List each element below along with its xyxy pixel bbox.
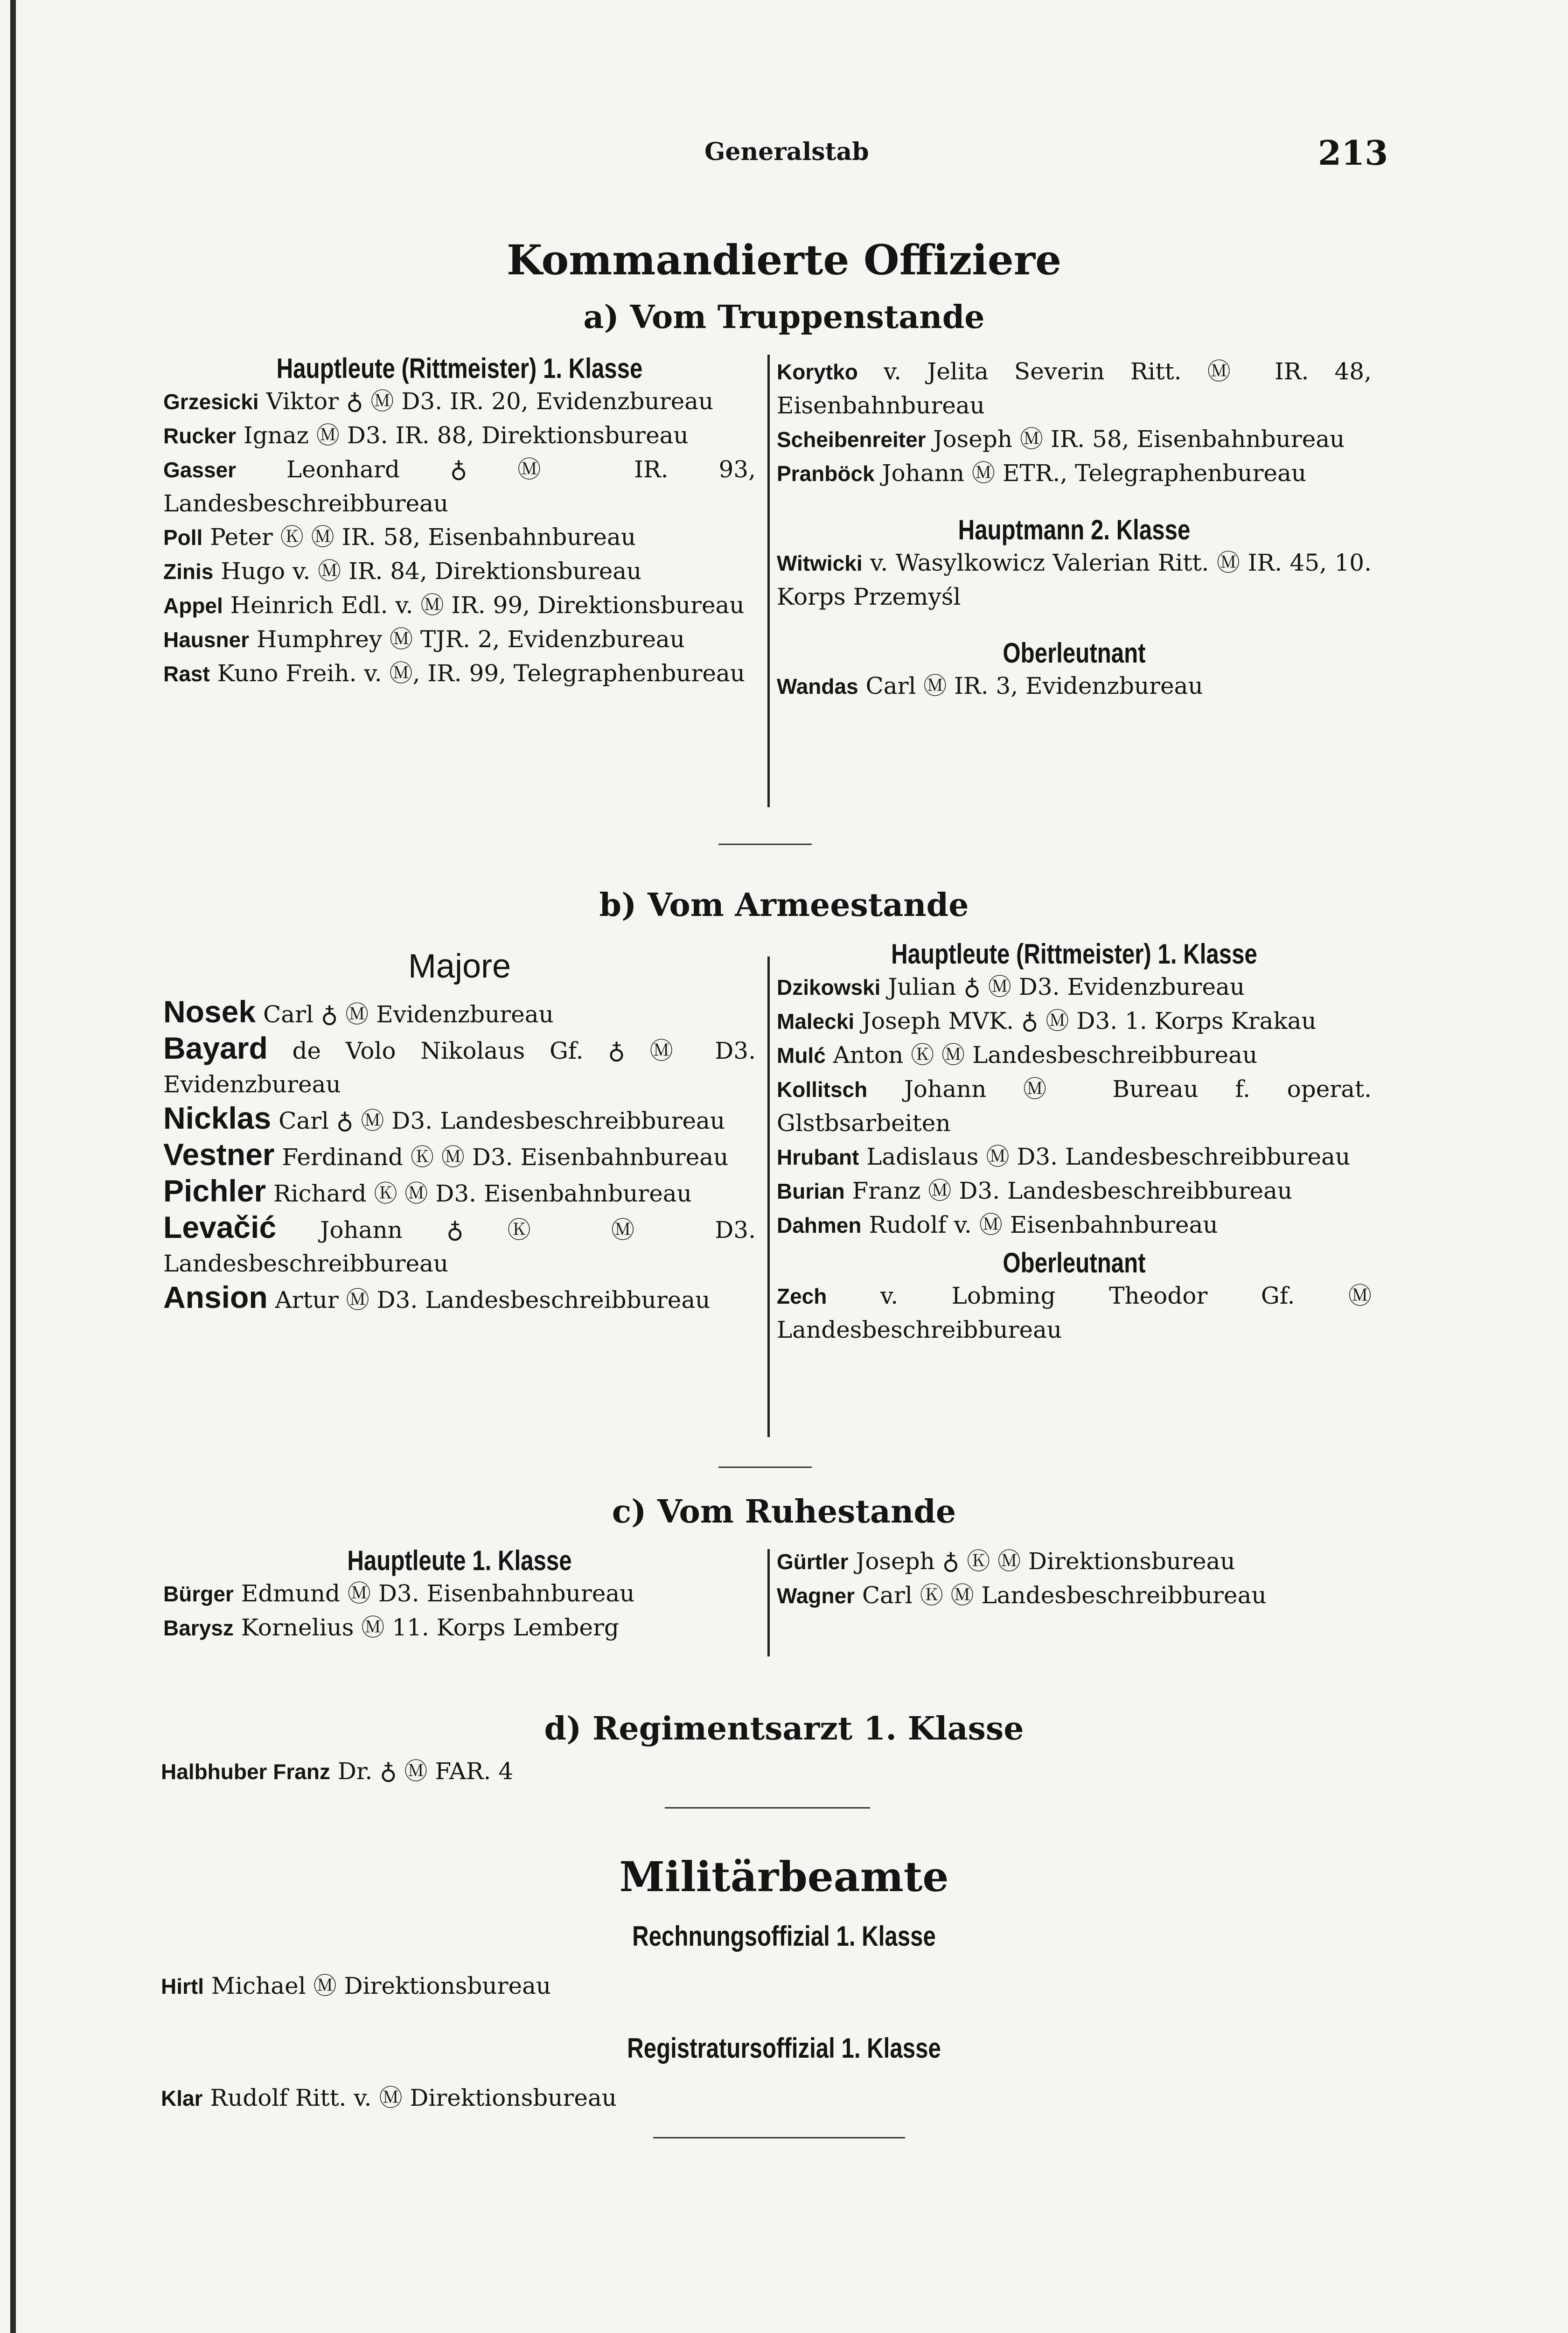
personnel-details: Hugo v. Ⓜ IR. 84, Direktionsbureau xyxy=(213,558,642,585)
personnel-name: Poll xyxy=(163,525,203,550)
personnel-details: Artur Ⓜ D3. Landesbeschreibbureau xyxy=(267,1286,711,1313)
personnel-entry xyxy=(163,419,756,453)
personnel-details: Kuno Freih. v. Ⓜ, IR. 99, Telegraphenbureau xyxy=(209,660,745,687)
personnel-details: Rudolf v. Ⓜ Eisenbahnbureau xyxy=(861,1211,1218,1238)
personnel-entry xyxy=(777,1140,1372,1174)
personnel-details: Ladislaus Ⓜ D3. Landesbeschreibbureau xyxy=(859,1143,1351,1170)
personnel-name: Hrubant xyxy=(777,1145,859,1169)
personnel-details: Julian ♁ Ⓜ D3. Evidenzbureau xyxy=(880,973,1245,1000)
personnel-details: Michael Ⓜ Direktionsbureau xyxy=(204,1972,551,1999)
personnel-name: Bürger xyxy=(163,1582,234,1606)
personnel-name: Wandas xyxy=(777,674,858,699)
personnel-details: v. Wasylkowicz Valerian Ritt. Ⓜ IR. 45, 10. Korps Przemyśl xyxy=(777,549,1372,610)
personnel-entry xyxy=(163,453,756,520)
personnel-name: Klar xyxy=(161,2086,203,2110)
personnel-name: Kollitsch xyxy=(777,1077,868,1102)
personnel-details: Johann ♁ Ⓚ Ⓜ D3. Landesbeschreibbureau xyxy=(163,1216,756,1277)
personnel-name: Pranböck xyxy=(777,461,875,486)
personnel-entry xyxy=(163,1577,756,1611)
personnel-entry xyxy=(777,355,1372,422)
personnel-details: Peter Ⓚ Ⓜ IR. 58, Eisenbahnbureau xyxy=(202,524,636,551)
column-divider xyxy=(767,355,770,807)
personnel-details: Edmund Ⓜ D3. Eisenbahnbureau xyxy=(233,1580,635,1607)
beamte-rank1: Rechnungsoffizial 1. Klasse xyxy=(632,1921,936,1952)
personnel-details: Carl ♁ Ⓜ D3. Landesbeschreibbureau xyxy=(271,1107,725,1134)
section-b-right-rank2: Oberleutnant xyxy=(1003,1247,1146,1278)
section-a-left-rank: Hauptleute (Rittmeister) 1. Klasse xyxy=(276,353,643,384)
section-c-left-column xyxy=(163,1544,756,1645)
personnel-name: Levačić xyxy=(163,1210,277,1244)
personnel-name: Korytko xyxy=(777,360,858,384)
personnel-entry xyxy=(777,1038,1372,1072)
personnel-name: Appel xyxy=(163,594,223,618)
personnel-entry xyxy=(777,1072,1372,1140)
personnel-details: Richard Ⓚ Ⓜ D3. Eisenbahnbureau xyxy=(266,1180,692,1207)
personnel-details: Ferdinand Ⓚ Ⓜ D3. Eisenbahnbureau xyxy=(274,1144,729,1171)
personnel-entry xyxy=(163,384,756,419)
personnel-entry xyxy=(777,1279,1372,1347)
section-c-title: c) Vom Ruhestande xyxy=(612,1493,956,1530)
personnel-name: Hirtl xyxy=(161,1974,204,1998)
section-a-left-column xyxy=(163,352,756,691)
personnel-entry xyxy=(777,422,1372,456)
personnel-name: Burian xyxy=(777,1179,845,1203)
beamte-entries1 xyxy=(161,1969,1094,2003)
section-b-left-entries xyxy=(163,995,756,1317)
personnel-details: Joseph ♁ Ⓚ Ⓜ Direktionsbureau xyxy=(848,1548,1235,1575)
personnel-entry xyxy=(163,588,756,622)
personnel-details: de Volo Nikolaus Gf. ♁ Ⓜ D3. Evidenzbureau xyxy=(163,1037,756,1098)
section-a-right-entries xyxy=(777,355,1372,490)
section-c-left-rank: Hauptleute 1. Klasse xyxy=(347,1545,572,1576)
personnel-name: Rast xyxy=(163,662,210,686)
personnel-details: Johann Ⓜ ETR., Telegraphenbureau xyxy=(874,460,1307,487)
personnel-name: Witwicki xyxy=(777,551,863,575)
personnel-entry xyxy=(163,657,756,691)
personnel-name: Dahmen xyxy=(777,1213,862,1237)
personnel-name: Zinis xyxy=(163,559,214,584)
personnel-name: Scheibenreiter xyxy=(777,427,926,452)
personnel-entry xyxy=(777,1174,1372,1208)
personnel-details: Humphrey Ⓜ TJR. 2, Evidenzbureau xyxy=(249,626,685,653)
section-d-title: d) Regimentsarzt 1. Klasse xyxy=(544,1710,1024,1747)
personnel-name: Dzikowski xyxy=(777,975,881,999)
section-b-right-entries xyxy=(777,970,1372,1242)
section-b-right-column xyxy=(777,938,1372,1347)
personnel-entry xyxy=(163,1210,756,1280)
page-edge xyxy=(10,0,16,2333)
section-a-title: a) Vom Truppenstande xyxy=(583,299,985,336)
beamte-title: Militärbeamte xyxy=(619,1852,949,1901)
personnel-name: Bayard xyxy=(163,1031,268,1065)
personnel-entry xyxy=(163,1174,756,1210)
personnel-details: Leonhard ♁ Ⓜ IR. 93, Landesbeschreibbureau xyxy=(163,456,756,517)
beamte-rank2: Registratursoffizial 1. Klasse xyxy=(627,2033,941,2064)
section-separator xyxy=(718,844,812,845)
personnel-entry xyxy=(163,1138,756,1174)
personnel-entry xyxy=(777,1579,1372,1613)
personnel-name: Pichler xyxy=(163,1173,266,1208)
personnel-entry xyxy=(163,520,756,554)
personnel-name: Rucker xyxy=(163,424,236,448)
section-a-right-entries-bottom xyxy=(777,669,1372,703)
personnel-entry xyxy=(163,1031,756,1101)
personnel-details: Johann Ⓜ Bureau f. operat. Glstbsarbeiten xyxy=(777,1076,1372,1137)
beamte-entries1-column xyxy=(161,1969,1094,2003)
personnel-entry xyxy=(163,554,756,588)
section-d-entries xyxy=(161,1754,1094,1788)
section-a-left-entries xyxy=(163,384,756,691)
personnel-details: Joseph MVK. ♁ Ⓜ D3. 1. Korps Krakau xyxy=(854,1007,1317,1034)
beamte-entries2 xyxy=(161,2081,1094,2115)
section-a-right-rank2: Hauptmann 2. Klasse xyxy=(958,514,1191,545)
personnel-entry xyxy=(163,1280,756,1317)
personnel-name: Mulć xyxy=(777,1043,826,1068)
personnel-name: Nosek xyxy=(163,994,256,1029)
section-b-left-rank: Majore xyxy=(408,948,511,985)
section-b-left-column xyxy=(163,947,756,1317)
personnel-name: Zech xyxy=(777,1284,827,1308)
personnel-details: v. Jelita Severin Ritt. Ⓜ IR. 48, Eisenbahnbureau xyxy=(777,358,1372,419)
personnel-details: Carl Ⓜ IR. 3, Evidenzbureau xyxy=(858,672,1203,699)
personnel-entry xyxy=(777,970,1372,1004)
personnel-entry xyxy=(777,546,1372,614)
personnel-details: Franz Ⓜ D3. Landesbeschreibbureau xyxy=(844,1177,1293,1204)
section-a-right-column xyxy=(777,355,1372,703)
column-divider xyxy=(767,957,770,1437)
personnel-details: v. Lobming Theodor Gf. Ⓜ Landesbeschreibbureau xyxy=(777,1282,1372,1343)
personnel-entry xyxy=(163,622,756,657)
personnel-entry xyxy=(163,1101,756,1138)
page-number: 213 xyxy=(1318,133,1388,173)
personnel-details: Carl ♁ Ⓜ Evidenzbureau xyxy=(256,1001,554,1028)
beamte-entries2-column xyxy=(161,2081,1094,2115)
personnel-name: Halbhuber Franz xyxy=(161,1760,330,1784)
personnel-name: Malecki xyxy=(777,1009,855,1034)
section-a-right-entries-mid xyxy=(777,546,1372,614)
personnel-details: Carl Ⓚ Ⓜ Landesbeschreibbureau xyxy=(854,1582,1267,1609)
personnel-details: Viktor ♁ Ⓜ D3. IR. 20, Evidenzbureau xyxy=(258,388,714,415)
personnel-details: Dr. ♁ Ⓜ FAR. 4 xyxy=(330,1758,514,1785)
section-b-title: b) Vom Armeestande xyxy=(599,887,969,924)
main-title: Kommandierte Offiziere xyxy=(506,236,1062,284)
personnel-entry xyxy=(777,1208,1372,1242)
personnel-name: Vestner xyxy=(163,1137,275,1172)
personnel-name: Barysz xyxy=(163,1616,234,1640)
personnel-details: Rudolf Ritt. v. Ⓜ Direktionsbureau xyxy=(202,2084,617,2111)
personnel-entry xyxy=(161,1969,1094,2003)
section-b-right-rank: Hauptleute (Rittmeister) 1. Klasse xyxy=(891,938,1257,970)
personnel-entry xyxy=(777,1004,1372,1038)
section-separator xyxy=(653,2137,905,2138)
personnel-entry xyxy=(161,1754,1094,1788)
personnel-entry xyxy=(777,1544,1372,1579)
section-b-right-entries2 xyxy=(777,1279,1372,1347)
section-c-right-column xyxy=(777,1544,1372,1613)
column-divider xyxy=(767,1549,770,1656)
personnel-name: Ansion xyxy=(163,1280,268,1314)
personnel-name: Grzesicki xyxy=(163,390,259,414)
section-d-column xyxy=(161,1754,1094,1788)
section-c-left-entries xyxy=(163,1577,756,1645)
personnel-details: Joseph Ⓜ IR. 58, Eisenbahnbureau xyxy=(926,426,1345,453)
personnel-entry xyxy=(161,2081,1094,2115)
personnel-details: Anton Ⓚ Ⓜ Landesbeschreibbureau xyxy=(825,1041,1258,1069)
personnel-entry xyxy=(163,1611,756,1645)
personnel-name: Nicklas xyxy=(163,1101,272,1135)
personnel-details: Heinrich Edl. v. Ⓜ IR. 99, Direktionsbureau xyxy=(223,592,745,619)
personnel-details: Kornelius Ⓜ 11. Korps Lemberg xyxy=(233,1614,619,1641)
personnel-name: Hausner xyxy=(163,628,250,652)
personnel-details: Ignaz Ⓜ D3. IR. 88, Direktionsbureau xyxy=(236,422,689,449)
section-separator xyxy=(718,1467,812,1468)
personnel-name: Gürtler xyxy=(777,1550,849,1574)
personnel-entry xyxy=(163,995,756,1031)
personnel-entry xyxy=(777,669,1372,703)
personnel-entry xyxy=(777,456,1372,490)
section-separator xyxy=(665,1807,870,1809)
section-c-right-entries xyxy=(777,1544,1372,1613)
personnel-name: Wagner xyxy=(777,1584,855,1608)
section-a-right-rank3: Oberleutnant xyxy=(1003,637,1146,669)
personnel-name: Gasser xyxy=(163,458,237,482)
running-title: Generalstab xyxy=(704,138,869,166)
